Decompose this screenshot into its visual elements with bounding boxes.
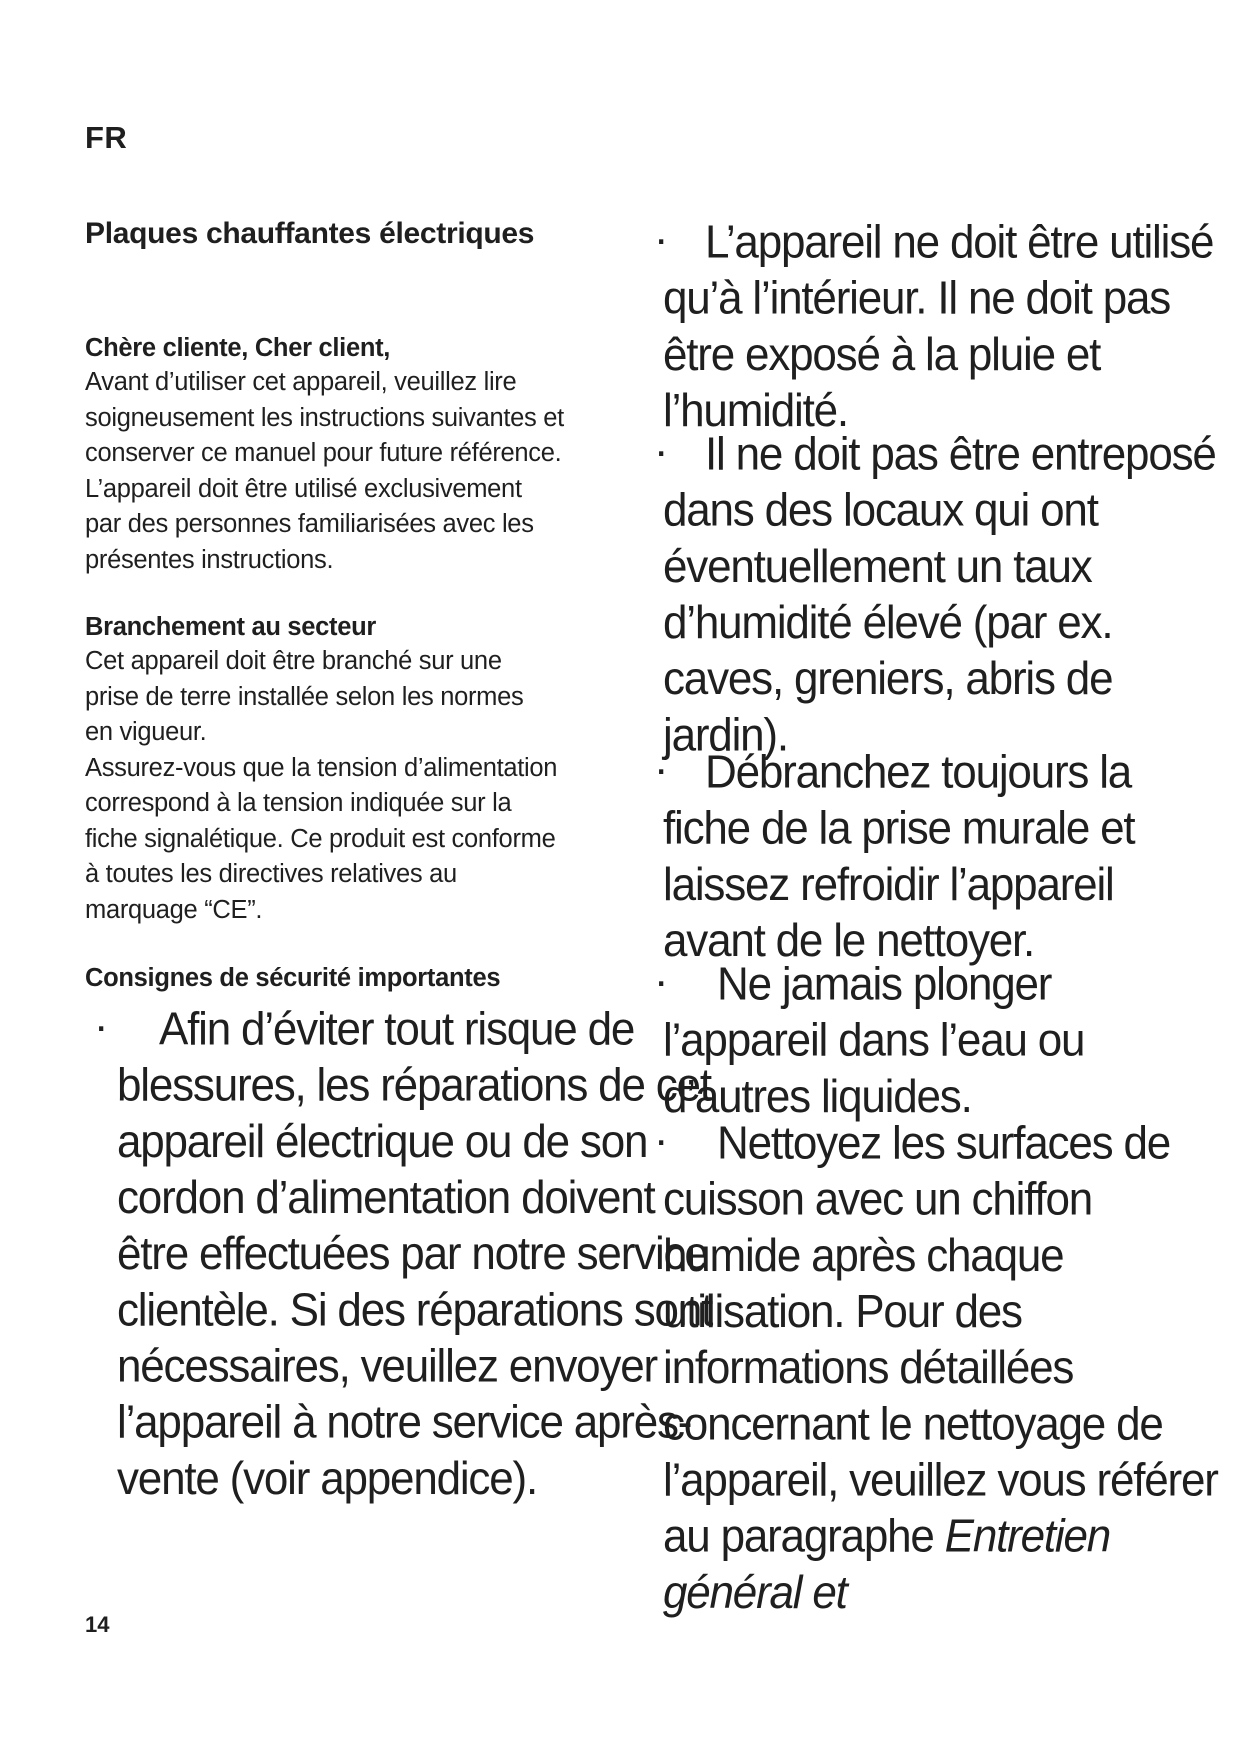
bullet-icon: ·: [657, 436, 666, 472]
bullet-icon: ·: [97, 1011, 106, 1047]
safety-item: [657, 214, 1223, 439]
safety-item: [657, 426, 1223, 763]
safety-item-text: L’appareil ne doit être utilisé qu’à l’intérieur. Il ne doit pas être exposé à la pluie et l’humidité.: [663, 216, 1214, 437]
greeting-heading: Chère cliente, Cher client,: [85, 334, 391, 362]
power-connection-body: Cet appareil doit être branché sur une prise de terre installée selon les normes en vigueur. Assurez-vous que la tension d’alimentation correspond à la tension indiquée sur la fiche signalétique. Ce produit est conforme à toutes les directives relatives au marquage “CE”.: [85, 647, 558, 924]
right-column: [657, 214, 1223, 1619]
safety-section: [85, 962, 713, 1505]
page-number: 14: [85, 1612, 110, 1637]
safety-item-text: Afin d’éviter tout risque de blessures, les réparations de cet appareil électrique ou de son cordon d’alimentation doivent être effectuées par notre service clientèle. Si des réparations sont nécessaires, veuillez envoyer l’appareil à notre service après-vente (voir appendice).: [117, 1003, 713, 1505]
safety-item: [657, 1115, 1223, 1621]
section-reference: Entretien général et: [663, 1510, 1110, 1619]
safety-item-text: Il ne doit pas être entreposé dans des locaux qui ont éventuellement un taux d’humidité élevé (par ex. caves, greniers, abris de jardin).: [663, 428, 1216, 761]
safety-item-text: Nettoyez les surfaces de cuisson avec un chiffon humide après chaque utilisation. Pour des informations détaillées concernant le nettoyage de l’appareil, veuillez vous référer au paragraphe: [663, 1117, 1218, 1563]
greeting-body: Avant d’utiliser cet appareil, veuillez lire soigneusement les instructions suivantes et conserver ce manuel pour future référence. L’appareil doit être utilisé exclusivement par des personnes familiarisées avec les présentes instructions.: [85, 368, 564, 574]
page-title: Plaques chauffantes électriques: [85, 217, 535, 250]
bullet-icon: ·: [657, 1125, 666, 1161]
bullet-icon: ·: [657, 966, 666, 1002]
safety-heading: Consignes de sécurité importantes: [85, 964, 501, 992]
safety-item: [97, 1001, 717, 1507]
power-connection-section: [85, 611, 645, 928]
power-connection-heading: Branchement au secteur: [85, 613, 377, 641]
safety-list-continued: [657, 214, 1223, 1619]
language-code: FR: [85, 120, 128, 155]
safety-item: [657, 744, 1223, 969]
safety-item: [657, 956, 1223, 1125]
safety-item-text: Ne jamais plonger l’appareil dans l’eau ou d’autres liquides.: [663, 958, 1085, 1123]
left-column: [85, 216, 713, 1505]
bullet-icon: ·: [657, 224, 666, 260]
bullet-icon: ·: [657, 754, 666, 790]
safety-item-text: Débranchez toujours la fiche de la prise murale et laissez refroidir l’appareil avant de le nettoyer.: [663, 746, 1135, 967]
safety-list: [85, 1001, 717, 1505]
greeting-section: [85, 332, 645, 578]
